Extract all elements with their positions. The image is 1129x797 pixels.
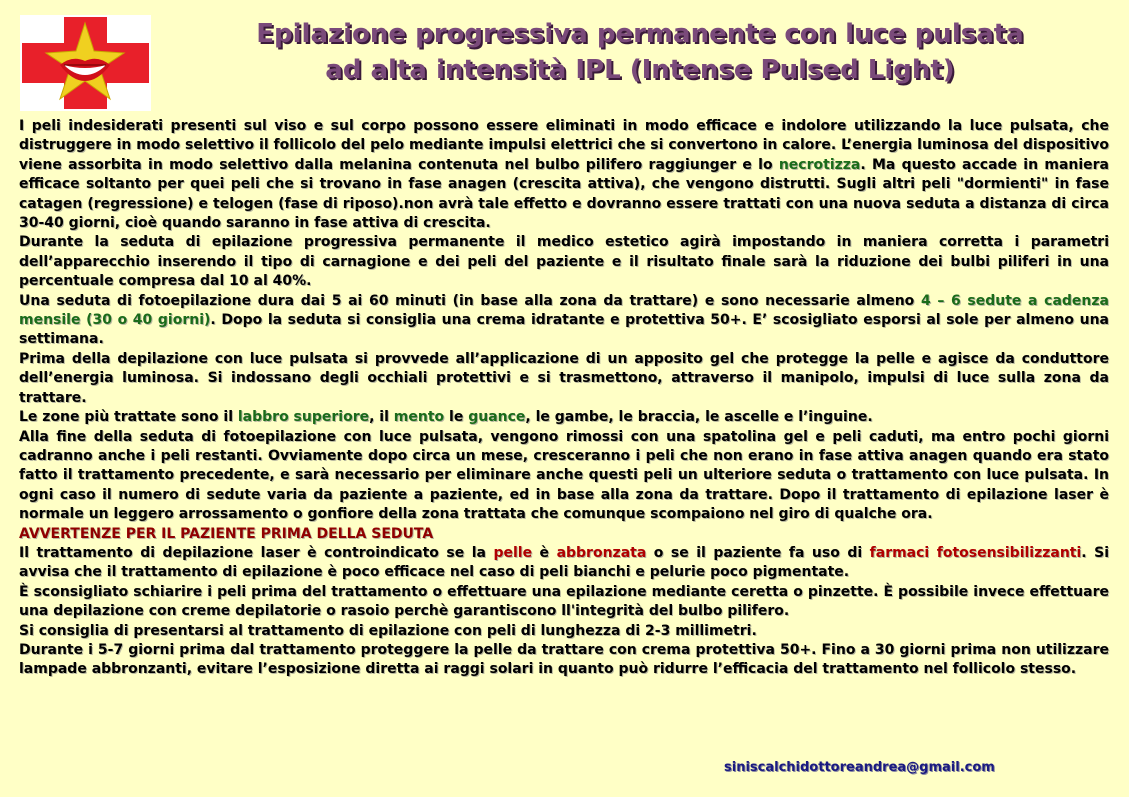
- highlight-labbro: labbro superiore: [237, 409, 370, 426]
- title-line-2: ad alta intensità IPL (Intense Pulsed Light): [325, 55, 955, 85]
- paragraph-zones: [19, 408, 1109, 427]
- text-run: Le zone più trattate sono il: [19, 409, 238, 426]
- paragraph-sun-protection: Durante i 5-7 giorni prima dal trattamento proteggere la pelle da trattare con crema protettiva 50+. Fino a 30 giorni prima non utilizzare lampade abbronzanti, evitare l’esposizione diretta ai raggi solari in quanto può ridurre l’efficacia del trattamento nel follicolo stesso.: [19, 641, 1109, 678]
- text-run: . Dopo la seduta si consiglia una crema idratante e protettiva 50+. E’ scosigliato esporsi al sole per almeno una settimana.: [19, 312, 1109, 348]
- text-run: le: [444, 409, 469, 426]
- highlight-necrotizza: necrotizza: [778, 156, 861, 173]
- paragraph-contraindications: [19, 544, 1109, 583]
- text-run: , le gambe, le braccia, le ascelle e l’inguine.: [525, 409, 873, 426]
- page-title: [160, 16, 1120, 88]
- text-run: o se il paziente fa uso di: [646, 544, 870, 561]
- paragraph-intro: [19, 117, 1109, 233]
- paragraph-sessions: [19, 292, 1109, 350]
- highlight-pelle: pelle: [493, 544, 533, 561]
- paragraph-hair-length: Si consiglia di presentarsi al trattamento di epilazione con peli di lunghezza di 2-3 millimetri.: [19, 622, 757, 639]
- text-run: Una seduta di fotoepilazione dura dai 5 ai 60 minuti (in base alla zona da trattare) e sono necessarie almeno: [19, 292, 921, 309]
- paragraph-no-waxing: È sconsigliato schiarire i peli prima del trattamento o effettuare una epilazione mediante ceretta o pinzette. È possibile invece effettuare una depilazione con creme depilatorie o rasoio perchè garantiscono ll'integrità del bulbo pilifero.: [19, 583, 1109, 620]
- title-line-1: Epilazione progressiva permanente con luce pulsata: [256, 19, 1024, 49]
- text-run: è: [532, 544, 557, 561]
- warning-heading: AVVERTENZE PER IL PAZIENTE PRIMA DELLA SEDUTA: [19, 525, 434, 542]
- red-cross-star-lips-icon: [20, 15, 151, 111]
- text-run: . Ma questo accade in maniera efficace soltanto per quei peli che si trovano in fase anagen (crescita attiva), che vengono distrutti. Sugli altri peli "dormienti" in fase catagen (regressione) e telogen (fase di riposo).non avrà tale effetto e dovranno essere trattati con una nuova seduta a distanza di circa 30-40 giorni, cioè quando saranno in fase attiva di crescita.: [19, 156, 1109, 232]
- paragraph-procedure: Durante la seduta di epilazione progressiva permanente il medico estetico agirà impostando in maniera corretta i parametri dell’apparecchio inserendo il tipo di carnagione e dei peli del paziente e il risultato finale sarà la riduzione dei bulbi piliferi in una percentuale compresa dal 10 al 40%.: [19, 234, 1109, 290]
- highlight-sessions: 4 – 6 sedute a cadenza mensile (30 o 40 giorni): [19, 292, 1109, 329]
- highlight-guance: guance: [468, 409, 526, 426]
- contact-email[interactable]: siniscalchidottoreandrea@gmail.com: [724, 760, 995, 775]
- text-run: . Si avvisa che il trattamento di epilazione è poco efficace nel caso di peli bianchi e pelurie poco pigmentate.: [19, 544, 1109, 581]
- highlight-mento: mento: [393, 409, 445, 426]
- text-run: , il: [369, 409, 394, 426]
- article-body: [19, 117, 1109, 680]
- paragraph-gel: Prima della depilazione con luce pulsata si provvede all’applicazione di un apposito gel che protegge la pelle e agisce da conduttore dell’energia luminosa. Si indossano degli occhiali protettivi e si trasmettono, attraverso il manipolo, impulsi di luce sulla zona da trattare.: [19, 350, 1109, 406]
- text-run: I peli indesiderati presenti sul viso e sul corpo possono essere eliminati in modo efficace e indolore utilizzando la luce pulsata, che distruggere in modo selettivo il follicolo del pelo mediante impulsi elettrici che si convertono in calore. L’energia luminosa del dispositivo viene assorbita in modo selettivo dalla melanina contenuta nel bulbo pilifero raggiunger e lo: [19, 118, 1109, 173]
- highlight-abbronzata: abbronzata: [556, 544, 647, 561]
- text-run: Il trattamento di depilazione laser è controindicato se la: [19, 544, 494, 561]
- paragraph-after-session: Alla fine della seduta di fotoepilazione con luce pulsata, vengono rimossi con una spatolina gel e peli caduti, ma entro pochi giorni cadranno anche i peli restanti. Ovviamente dopo circa un mese, cresceranno i peli che non erano in fase attiva anagen quando era stato fatto il trattamento precedente, e sarà necessario per eliminare anche questi peli un ulteriore seduta o trattamento con luce pulsata. In ogni caso il numero di sedute varia da paziente a paziente, ed in base alla zona da trattare. Dopo il trattamento di epilazione laser è normale un leggero arrossamento o gonfiore della zona trattata che comunque scompaiono nel giro di qualche ora.: [19, 428, 1109, 523]
- highlight-farmaci: farmaci fotosensibilizzanti: [869, 544, 1082, 561]
